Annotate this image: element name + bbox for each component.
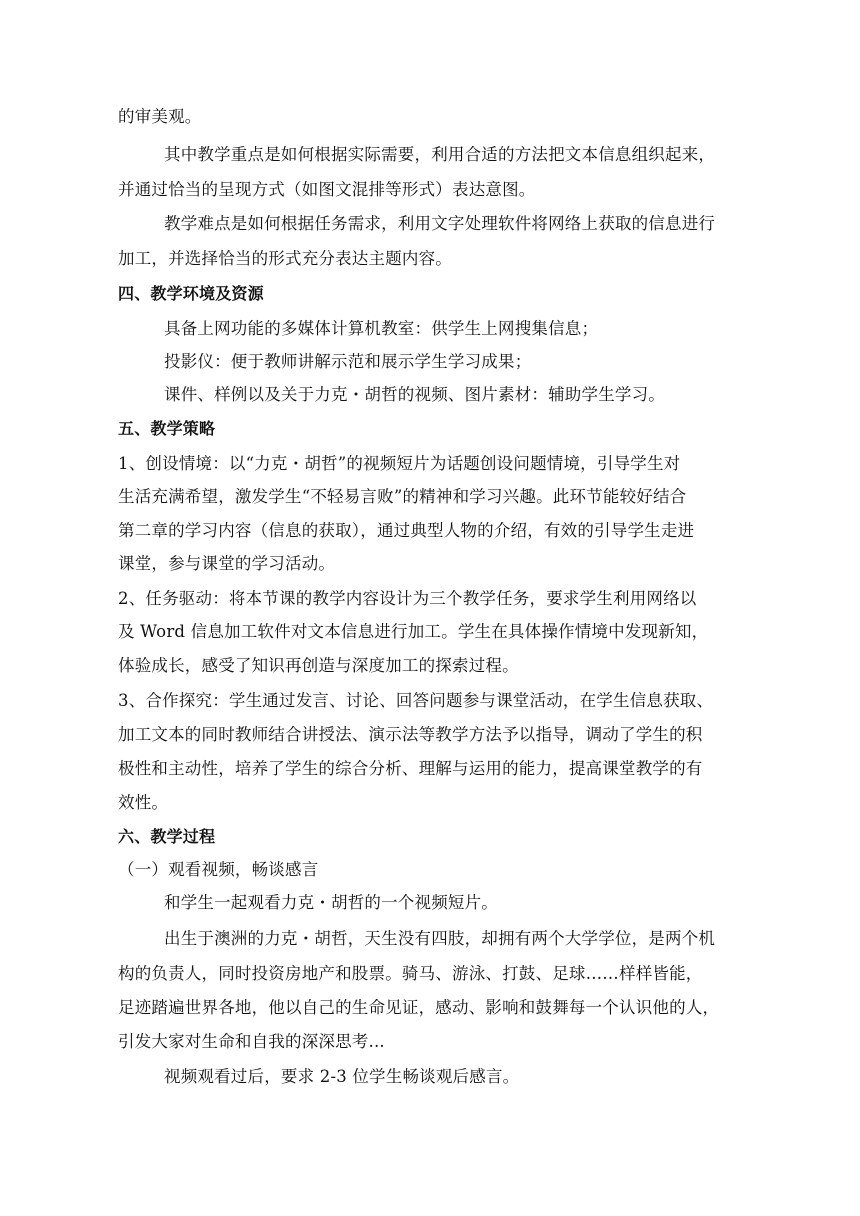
text-line: 引发大家对生命和自我的深深思考... <box>118 1032 385 1051</box>
paragraph-line: 教学难点是如何根据任务需求，利用文字处理软件将网络上获取的信息进行 <box>164 214 716 233</box>
paragraph-line: 其中教学重点是如何根据实际需要，利用合适的方法把文本信息组织起来， <box>164 145 716 164</box>
paragraph-line: 投影仪：便于教师讲解示范和展示学生学习成果； <box>164 352 532 371</box>
section-heading: 四、教学环境及资源 <box>118 284 264 303</box>
text-line: 1、创设情境：以“力克・胡哲”的视频短片为话题创设问题情境，引导学生对 <box>118 454 681 473</box>
text-line: 及 Word 信息加工软件对文本信息进行加工。学生在具体操作情境中发现新知， <box>118 622 709 641</box>
text-line: 足迹踏遍世界各地，他以自己的生命见证，感动、影响和鼓舞每一个认识他的人， <box>118 998 720 1017</box>
text-line: 第二章的学习内容（信息的获取），通过典型人物的介绍，有效的引导学生走进 <box>118 521 695 540</box>
text-line: 效性。 <box>118 793 169 812</box>
text-line: 生活充满希望，激发学生“不轻易言败”的精神和学习兴趣。此环节能较好结合 <box>118 487 687 506</box>
text-line: 的审美观。 <box>118 107 202 126</box>
text-line: 3、合作探究：学生通过发言、讨论、回答问题参与课堂活动，在学生信息获取、 <box>118 691 714 710</box>
text-line: 2、任务驱动：将本节课的教学内容设计为三个教学任务，要求学生利用网络以 <box>118 589 697 608</box>
section-heading: 五、教学策略 <box>118 419 216 438</box>
text-line: 并通过恰当的呈现方式（如图文混排等形式）表达意图。 <box>118 180 536 199</box>
subsection-heading: （一）观看视频，畅谈感言 <box>118 860 319 879</box>
paragraph-line: 课件、样例以及关于力克・胡哲的视频、图片素材：辅助学生学习。 <box>164 385 665 404</box>
paragraph-line: 和学生一起观看力克・胡哲的一个视频短片。 <box>164 893 498 912</box>
paragraph-line: 出生于澳洲的力克・胡哲，天生没有四肢，却拥有两个大学学位，是两个机 <box>164 929 716 948</box>
section-heading: 六、教学过程 <box>118 827 216 846</box>
paragraph-line: 视频观看过后，要求 2-3 位学生畅谈观后感言。 <box>164 1067 520 1086</box>
text-line: 构的负责人，同时投资房地产和股票。骑马、游泳、打鼓、足球……样样皆能， <box>118 964 703 983</box>
text-line: 体验成长，感受了知识再创造与深度加工的探索过程。 <box>118 656 519 675</box>
paragraph-line: 具备上网功能的多媒体计算机教室：供学生上网搜集信息； <box>164 319 599 338</box>
text-line: 课堂，参与课堂的学习活动。 <box>118 554 336 573</box>
text-line: 加工，并选择恰当的形式充分表达主题内容。 <box>118 249 452 268</box>
text-line: 极性和主动性，培养了学生的综合分析、理解与运用的能力，提高课堂教学的有 <box>118 759 703 778</box>
text-line: 加工文本的同时教师结合讲授法、演示法等教学方法予以指导，调动了学生的积 <box>118 725 703 744</box>
